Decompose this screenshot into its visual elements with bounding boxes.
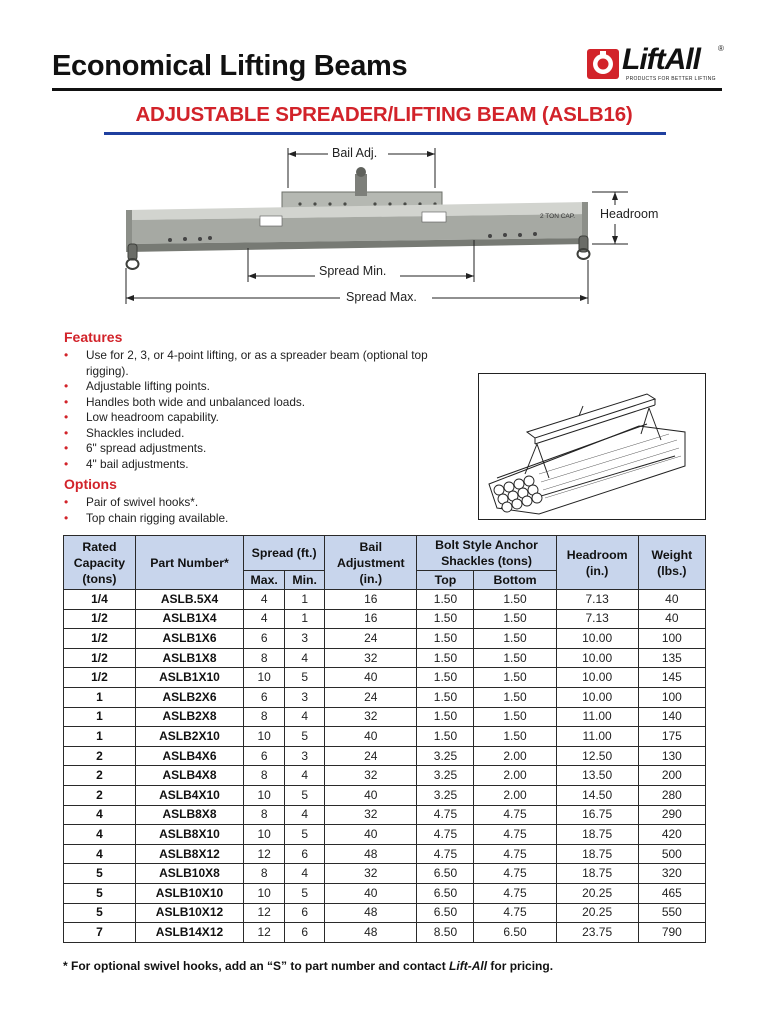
- table-cell: 6.50: [474, 923, 556, 943]
- table-cell: 23.75: [556, 923, 638, 943]
- table-cell: 10.00: [556, 687, 638, 707]
- table-cell: ASLB10X8: [135, 864, 243, 884]
- table-cell: 175: [638, 727, 705, 747]
- table-row: [64, 903, 706, 923]
- table-cell: 1.50: [417, 629, 474, 649]
- table-cell: 4.75: [417, 844, 474, 864]
- table-cell: ASLB10X10: [135, 883, 243, 903]
- table-cell: ASLB2X8: [135, 707, 243, 727]
- product-subtitle: ADJUSTABLE SPREADER/LIFTING BEAM (ASLB16): [135, 103, 633, 126]
- table-cell: 4.75: [474, 844, 556, 864]
- table-cell: 4: [64, 844, 136, 864]
- table-cell: 1.50: [474, 609, 556, 629]
- table-cell: 48: [325, 844, 417, 864]
- options-list: [64, 495, 444, 526]
- features-heading: Features: [64, 329, 123, 345]
- table-cell: 7: [64, 923, 136, 943]
- col-header-bail: Bail Adjustment (in.): [325, 536, 417, 590]
- table-cell: 10: [244, 727, 285, 747]
- table-cell: 5: [285, 727, 325, 747]
- table-row: [64, 746, 706, 766]
- table-cell: 1: [285, 590, 325, 610]
- table-cell: 20.25: [556, 903, 638, 923]
- table-cell: 790: [638, 923, 705, 943]
- table-cell: 1: [64, 687, 136, 707]
- table-cell: 1.50: [474, 648, 556, 668]
- table-row: [64, 864, 706, 884]
- table-row: [64, 668, 706, 688]
- table-cell: 7.13: [556, 609, 638, 629]
- table-cell: 5: [285, 785, 325, 805]
- table-cell: 4.75: [474, 903, 556, 923]
- table-cell: 40: [638, 609, 705, 629]
- table-cell: ASLB8X10: [135, 825, 243, 845]
- col-header-capacity: Rated Capacity (tons): [64, 536, 136, 590]
- option-item: • Top chain rigging available.: [64, 511, 444, 527]
- options-heading: Options: [64, 476, 117, 492]
- table-cell: 12.50: [556, 746, 638, 766]
- table-cell: 3.25: [417, 746, 474, 766]
- table-cell: 1/4: [64, 590, 136, 610]
- table-cell: 1.50: [417, 609, 474, 629]
- table-cell: 3: [285, 629, 325, 649]
- table-cell: 1/2: [64, 609, 136, 629]
- table-cell: 24: [325, 746, 417, 766]
- table-cell: 1.50: [417, 590, 474, 610]
- table-cell: 140: [638, 707, 705, 727]
- col-header-spread-min: Min.: [285, 571, 325, 590]
- table-cell: 1.50: [417, 668, 474, 688]
- table-cell: 1.50: [474, 590, 556, 610]
- table-cell: ASLB4X10: [135, 785, 243, 805]
- table-cell: 4: [285, 766, 325, 786]
- table-cell: 5: [285, 825, 325, 845]
- table-row: [64, 590, 706, 610]
- table-cell: ASLB2X6: [135, 687, 243, 707]
- table-cell: 6: [244, 746, 285, 766]
- table-cell: 4: [285, 805, 325, 825]
- table-cell: 32: [325, 766, 417, 786]
- table-cell: 5: [285, 668, 325, 688]
- table-cell: ASLB2X10: [135, 727, 243, 747]
- table-cell: 10: [244, 668, 285, 688]
- table-cell: 14.50: [556, 785, 638, 805]
- table-cell: 8: [244, 766, 285, 786]
- table-cell: 8: [244, 864, 285, 884]
- table-cell: 10.00: [556, 629, 638, 649]
- table-cell: 24: [325, 629, 417, 649]
- table-row: [64, 844, 706, 864]
- table-cell: ASLB.5X4: [135, 590, 243, 610]
- table-cell: 1.50: [474, 629, 556, 649]
- table-cell: 20.25: [556, 883, 638, 903]
- registered-mark: ®: [718, 44, 724, 53]
- table-cell: 6.50: [417, 864, 474, 884]
- feature-item: • Low headroom capability.: [64, 410, 444, 426]
- table-cell: 4: [64, 825, 136, 845]
- table-cell: 32: [325, 648, 417, 668]
- table-cell: 4: [64, 805, 136, 825]
- table-row: [64, 805, 706, 825]
- table-cell: 5: [285, 883, 325, 903]
- bail-adj-label: Bail Adj.: [328, 146, 381, 160]
- brand-tagline: PRODUCTS FOR BETTER LIFTING: [626, 76, 716, 82]
- table-cell: 4.75: [417, 825, 474, 845]
- table-cell: 32: [325, 864, 417, 884]
- table-cell: ASLB8X12: [135, 844, 243, 864]
- table-cell: 10: [244, 825, 285, 845]
- feature-item: • Use for 2, 3, or 4-point lifting, or as a spreader beam (optional top rigging).: [64, 348, 444, 379]
- spec-table-body: [64, 590, 706, 943]
- table-cell: ASLB4X6: [135, 746, 243, 766]
- table-cell: 5: [64, 883, 136, 903]
- footnote-brand: Lift-All: [449, 959, 488, 973]
- table-cell: 2.00: [474, 746, 556, 766]
- table-cell: 1/2: [64, 629, 136, 649]
- table-cell: ASLB14X12: [135, 923, 243, 943]
- page-title: Economical Lifting Beams: [52, 50, 408, 82]
- table-cell: 145: [638, 668, 705, 688]
- footnote-text: * For optional swivel hooks, add an “S” to part number and contact: [63, 959, 450, 973]
- table-cell: 1.50: [474, 687, 556, 707]
- beam-illustration: [110, 140, 670, 310]
- table-cell: 1: [285, 609, 325, 629]
- table-cell: 4: [285, 707, 325, 727]
- table-cell: 40: [325, 883, 417, 903]
- table-cell: 10: [244, 883, 285, 903]
- table-cell: 18.75: [556, 844, 638, 864]
- table-row: [64, 687, 706, 707]
- footnote-suffix: for pricing.: [487, 959, 554, 973]
- table-cell: 135: [638, 648, 705, 668]
- table-cell: 2.00: [474, 766, 556, 786]
- usage-illustration: [478, 373, 706, 520]
- table-cell: 280: [638, 785, 705, 805]
- headroom-label: Headroom: [596, 207, 662, 221]
- brand-name: LiftAll: [622, 43, 700, 76]
- table-cell: 6: [285, 903, 325, 923]
- table-row: [64, 609, 706, 629]
- table-cell: 40: [325, 727, 417, 747]
- feature-item: • 4" bail adjustments.: [64, 457, 444, 473]
- feature-item: • Handles both wide and unbalanced loads.: [64, 395, 444, 411]
- table-cell: 1.50: [417, 707, 474, 727]
- table-cell: 3: [285, 687, 325, 707]
- table-row: [64, 825, 706, 845]
- table-cell: 4: [244, 590, 285, 610]
- table-cell: 100: [638, 687, 705, 707]
- option-item: • Pair of swivel hooks*.: [64, 495, 444, 511]
- table-cell: ASLB1X10: [135, 668, 243, 688]
- col-header-bottom: Bottom: [474, 571, 556, 590]
- table-cell: 1.50: [417, 648, 474, 668]
- table-cell: 6.50: [417, 903, 474, 923]
- table-cell: 12: [244, 844, 285, 864]
- table-cell: 18.75: [556, 825, 638, 845]
- table-cell: 5: [64, 903, 136, 923]
- table-cell: 7.13: [556, 590, 638, 610]
- table-row: [64, 707, 706, 727]
- table-cell: ASLB10X12: [135, 903, 243, 923]
- table-cell: 6: [244, 687, 285, 707]
- table-cell: 1: [64, 707, 136, 727]
- table-row: [64, 629, 706, 649]
- table-cell: 500: [638, 844, 705, 864]
- table-cell: 2: [64, 766, 136, 786]
- table-cell: 1: [64, 727, 136, 747]
- table-cell: 2.00: [474, 785, 556, 805]
- table-cell: 4.75: [417, 805, 474, 825]
- table-row: [64, 766, 706, 786]
- table-cell: ASLB8X8: [135, 805, 243, 825]
- table-cell: 4.75: [474, 825, 556, 845]
- table-cell: 4: [285, 864, 325, 884]
- spec-table: [63, 535, 706, 943]
- subtitle-underline: [104, 132, 666, 135]
- table-cell: 40: [325, 668, 417, 688]
- table-cell: 10.00: [556, 648, 638, 668]
- footnote: [63, 959, 553, 973]
- pipe-bundle-illustration: [479, 374, 704, 518]
- table-cell: 8: [244, 707, 285, 727]
- table-row: [64, 648, 706, 668]
- table-cell: 11.00: [556, 727, 638, 747]
- feature-item: • Adjustable lifting points.: [64, 379, 444, 395]
- table-cell: 3.25: [417, 785, 474, 805]
- beam-diagram: [110, 140, 670, 310]
- col-header-spread-max: Max.: [244, 571, 285, 590]
- col-header-spread: Spread (ft.): [244, 536, 325, 571]
- table-cell: 40: [325, 825, 417, 845]
- table-cell: 10: [244, 785, 285, 805]
- table-cell: 6: [244, 629, 285, 649]
- table-cell: 12: [244, 923, 285, 943]
- table-cell: 32: [325, 805, 417, 825]
- table-cell: 8: [244, 805, 285, 825]
- table-cell: 16.75: [556, 805, 638, 825]
- table-cell: 24: [325, 687, 417, 707]
- table-cell: 6: [285, 844, 325, 864]
- feature-item: • Shackles included.: [64, 426, 444, 442]
- table-cell: 1/2: [64, 648, 136, 668]
- table-cell: 1.50: [474, 727, 556, 747]
- table-row: [64, 883, 706, 903]
- table-cell: 3.25: [417, 766, 474, 786]
- table-cell: 12: [244, 903, 285, 923]
- table-cell: 48: [325, 923, 417, 943]
- table-cell: 1/2: [64, 668, 136, 688]
- table-row: [64, 785, 706, 805]
- spread-min-label: Spread Min.: [315, 264, 390, 278]
- table-cell: 4: [285, 648, 325, 668]
- table-cell: ASLB1X4: [135, 609, 243, 629]
- beam-capacity-marking: 2 TON CAP.: [540, 213, 576, 220]
- table-cell: 2: [64, 746, 136, 766]
- table-cell: 10.00: [556, 668, 638, 688]
- table-cell: 3: [285, 746, 325, 766]
- table-cell: 13.50: [556, 766, 638, 786]
- brand-logo: [586, 43, 726, 84]
- table-cell: 40: [325, 785, 417, 805]
- table-row: [64, 923, 706, 943]
- table-cell: 1.50: [474, 668, 556, 688]
- table-cell: 200: [638, 766, 705, 786]
- table-cell: 465: [638, 883, 705, 903]
- table-cell: 16: [325, 590, 417, 610]
- table-cell: 5: [64, 864, 136, 884]
- liftall-logo-icon: [586, 48, 620, 80]
- table-cell: 48: [325, 903, 417, 923]
- table-cell: 40: [638, 590, 705, 610]
- table-cell: 4.75: [474, 883, 556, 903]
- table-cell: 6: [285, 923, 325, 943]
- table-cell: 1.50: [417, 727, 474, 747]
- table-cell: 4.75: [474, 805, 556, 825]
- table-cell: 8: [244, 648, 285, 668]
- table-cell: ASLB4X8: [135, 766, 243, 786]
- table-cell: 32: [325, 707, 417, 727]
- table-cell: ASLB1X6: [135, 629, 243, 649]
- col-header-top: Top: [417, 571, 474, 590]
- table-cell: 2: [64, 785, 136, 805]
- col-header-part: Part Number*: [135, 536, 243, 590]
- table-cell: 4: [244, 609, 285, 629]
- table-cell: 18.75: [556, 864, 638, 884]
- feature-item: • 6" spread adjustments.: [64, 441, 444, 457]
- spread-max-label: Spread Max.: [342, 290, 421, 304]
- table-cell: 16: [325, 609, 417, 629]
- table-cell: 8.50: [417, 923, 474, 943]
- col-header-headroom: Headroom (in.): [556, 536, 638, 590]
- table-cell: 1.50: [474, 707, 556, 727]
- table-cell: 130: [638, 746, 705, 766]
- table-cell: 320: [638, 864, 705, 884]
- table-cell: 6.50: [417, 883, 474, 903]
- features-section: [64, 329, 444, 526]
- table-cell: 4.75: [474, 864, 556, 884]
- table-cell: 550: [638, 903, 705, 923]
- table-cell: ASLB1X8: [135, 648, 243, 668]
- col-header-shackles: Bolt Style Anchor Shackles (tons): [417, 536, 556, 571]
- header-rule: [52, 88, 722, 91]
- features-list: [64, 348, 444, 472]
- col-header-weight: Weight (lbs.): [638, 536, 705, 590]
- table-cell: 100: [638, 629, 705, 649]
- table-cell: 290: [638, 805, 705, 825]
- table-row: [64, 727, 706, 747]
- table-cell: 11.00: [556, 707, 638, 727]
- table-cell: 420: [638, 825, 705, 845]
- table-cell: 1.50: [417, 687, 474, 707]
